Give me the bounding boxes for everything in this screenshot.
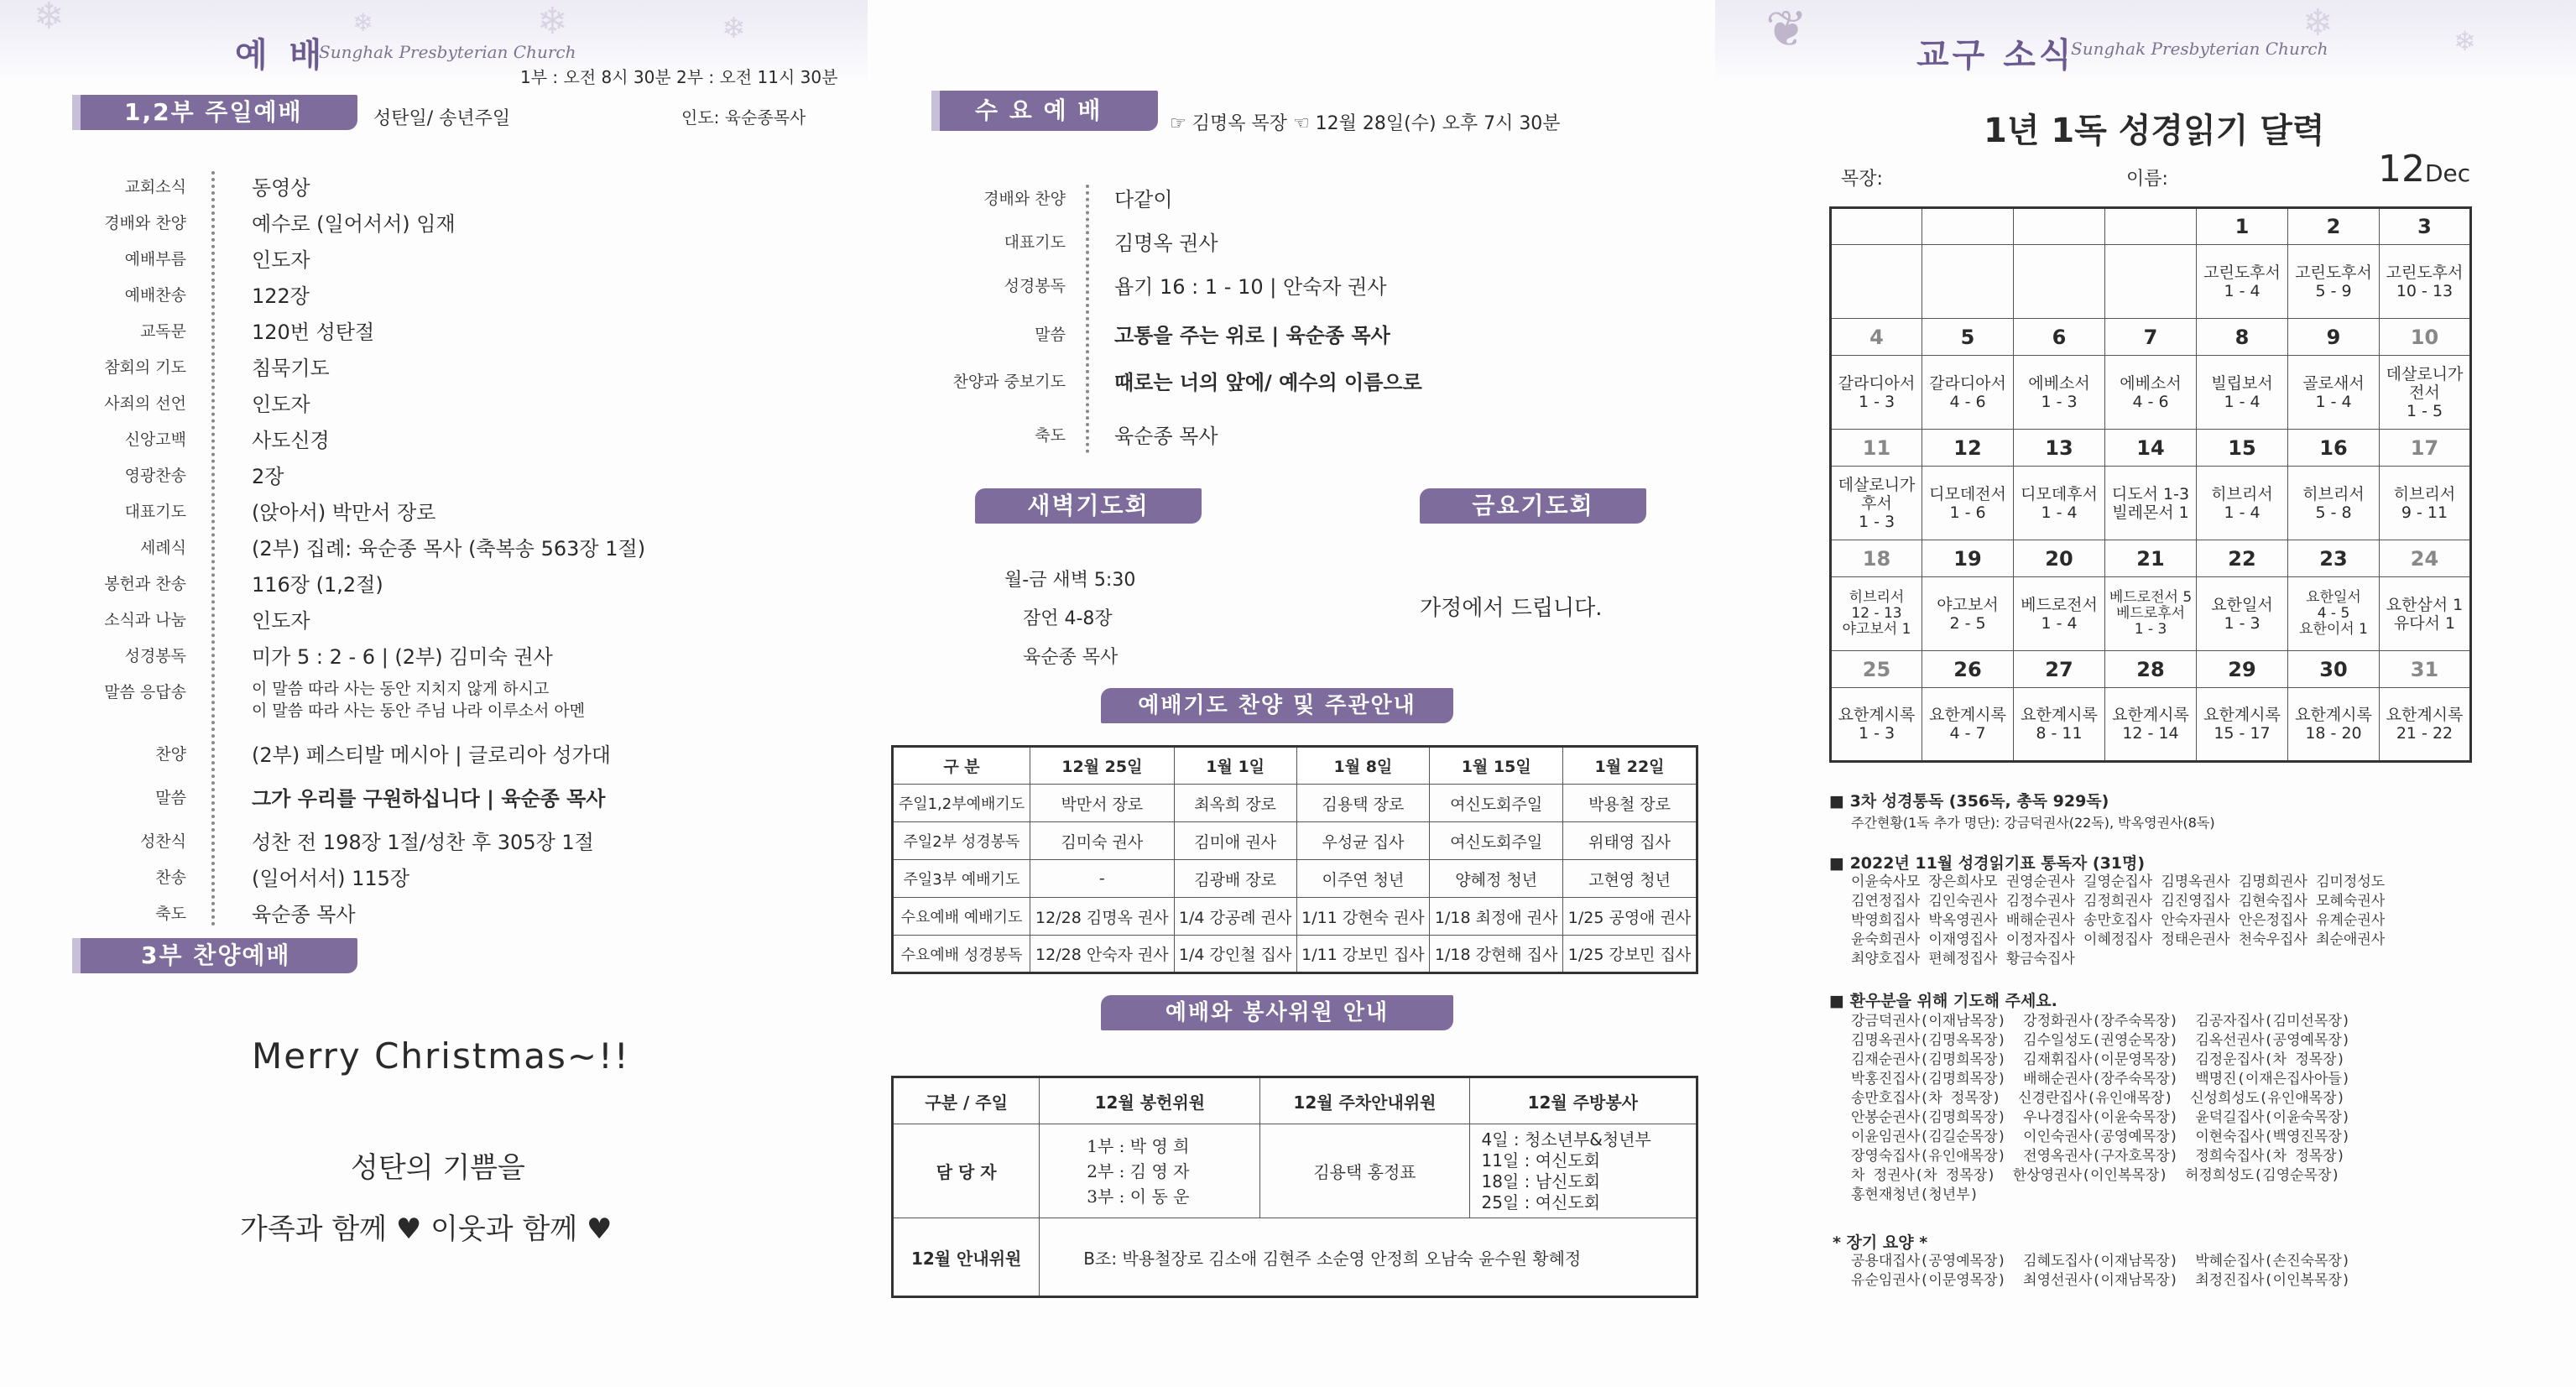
order-value: 인도자 xyxy=(252,393,310,416)
list-item: 박영희집사 박옥영권사 배해순권사 송만호집사 안숙자권사 안은정집사 유계순권사 xyxy=(1851,912,2386,929)
table-cell: - xyxy=(1030,860,1174,898)
calendar-day: 1 xyxy=(2197,208,2288,245)
order-value: 122장 xyxy=(252,284,310,308)
table-cell: 1/25 강보민 집사 xyxy=(1563,936,1697,973)
wed-service-info: ☞ 김명옥 목장 ☜ 12월 28일(수) 오후 7시 30분 xyxy=(1170,113,1561,134)
order-label: 찬송 xyxy=(155,868,186,887)
calendar-day: 13 xyxy=(2014,430,2105,467)
calendar-reading: 에베소서 4 - 6 xyxy=(2105,356,2197,430)
name-label: 이름: xyxy=(2126,169,2168,190)
row-label: 담 당 자 xyxy=(893,1124,1040,1218)
order-label: 찬양과 중보기도 xyxy=(952,373,1066,391)
table-cell: 1/11 강현숙 권사 xyxy=(1296,898,1430,936)
order-value: 동영상 xyxy=(252,176,310,200)
worship-panel xyxy=(0,0,868,1387)
order-label: 예배찬송 xyxy=(124,286,186,305)
order-value: (앉아서) 박만서 장로 xyxy=(252,501,436,524)
calendar-reading: 요한계시록 12 - 14 xyxy=(2105,688,2197,762)
calendar-day: 24 xyxy=(2380,540,2471,577)
row-label: 12월 안내위원 xyxy=(893,1218,1040,1297)
col-header: 12월 주차안내위원 xyxy=(1260,1077,1469,1124)
calendar-day: 6 xyxy=(2014,319,2105,356)
calendar-day: 2 xyxy=(2288,208,2380,245)
calendar-day: 9 xyxy=(2288,319,2380,356)
col-header: 1월 15일 xyxy=(1430,747,1563,785)
order-label: 말씀 응답송 xyxy=(104,683,186,701)
calendar-day: 5 xyxy=(1922,319,2014,356)
calendar-day: 26 xyxy=(1922,651,2014,688)
order-value: (2부) 페스티발 메시아 | 글로리아 성가대 xyxy=(252,743,611,767)
calendar-reading: 야고보서 2 - 5 xyxy=(1922,577,2014,651)
calendar-reading: 고린도후서 10 - 13 xyxy=(2380,245,2471,319)
col-header: 12월 25일 xyxy=(1030,747,1174,785)
calendar-day xyxy=(1831,208,1922,245)
calendar-day: 31 xyxy=(2380,651,2471,688)
calendar-reading: 고린도후서 5 - 9 xyxy=(2288,245,2380,319)
section-badge: 예배와 봉사위원 안내 xyxy=(1101,995,1453,1030)
list-item: 김연정집사 김인숙권사 김정수권사 김정희권사 김진영집사 김현숙집사 모혜숙권사 xyxy=(1851,893,2386,910)
church-script-name: Sunghak Presbyterian Church xyxy=(2071,39,2328,59)
order-value: 욥기 16 : 1 - 10 | 안숙자 권사 xyxy=(1114,275,1387,299)
order-label: 성찬식 xyxy=(139,832,186,851)
row-label: 주일2부 성경봉독 xyxy=(893,822,1030,860)
table-cell: 이주연 청년 xyxy=(1296,860,1430,898)
calendar-reading: 디도서 1-3 빌레몬서 1 xyxy=(2105,467,2197,540)
order-label: 영광찬송 xyxy=(124,467,186,485)
col-header: 12월 주방봉사 xyxy=(1469,1077,1697,1124)
table-cell: 양혜정 청년 xyxy=(1430,860,1563,898)
snowflake-icon: ❄ xyxy=(537,0,568,43)
calendar-reading: 에베소서 1 - 3 xyxy=(2014,356,2105,430)
table-row xyxy=(893,822,1697,860)
order-label: 말씀 xyxy=(155,789,186,807)
order-value: (일어서서) 115장 xyxy=(252,867,410,890)
table-cell: 위태영 집사 xyxy=(1563,822,1697,860)
order-label: 세례식 xyxy=(139,539,186,557)
order-value: 2장 xyxy=(252,465,284,488)
longterm-list xyxy=(1851,1252,2350,1291)
mokjang-label: 목장: xyxy=(1841,169,1883,190)
volunteer-table xyxy=(891,1076,1698,1298)
order-divider xyxy=(1086,185,1089,453)
order-label: 참회의 기도 xyxy=(104,358,186,377)
calendar-day: 17 xyxy=(2380,430,2471,467)
row-label: 주일1,2부예배기도 xyxy=(893,785,1030,822)
list-item: 박홍진집사(김명희목장) 배해순권사(장주숙목장) 백명진(이재은집사아들) xyxy=(1851,1071,2351,1087)
page-title: 예 배 xyxy=(235,36,327,75)
list-item: 윤숙희권사 이재영집사 이정자집사 이혜정집사 정태은권사 천숙우집사 최순애권사 xyxy=(1851,931,2386,948)
calendar-reading: 요한계시록 8 - 11 xyxy=(2014,688,2105,762)
section-badge: 수 요 예 배 xyxy=(931,91,1158,131)
calendar-reading xyxy=(1831,245,1922,319)
order-value: 이 말씀 따라 사는 동안 지치지 않게 하시고 xyxy=(252,680,550,698)
table-cell: 김용택 장로 xyxy=(1296,785,1430,822)
snowflake-icon: ❄ xyxy=(34,0,65,38)
table-cell: 우성균 집사 xyxy=(1296,822,1430,860)
col-header: 1월 22일 xyxy=(1563,747,1697,785)
calendar-reading: 빌립보서 1 - 4 xyxy=(2197,356,2288,430)
order-value: 다같이 xyxy=(1114,188,1173,211)
order-label: 소식과 나눔 xyxy=(104,611,186,629)
table-cell: 여신도회주일 xyxy=(1430,785,1563,822)
calendar-reading xyxy=(1922,245,2014,319)
calendar-reading xyxy=(2014,245,2105,319)
calendar-reading: 데살로니가후서 1 - 3 xyxy=(1831,467,1922,540)
calendar-title: 1년 1독 성경읽기 달력 xyxy=(1984,112,2325,150)
calendar-reading: 요한일서 4 - 5 요한이서 1 xyxy=(2288,577,2380,651)
calendar-day: 4 xyxy=(1831,319,1922,356)
calendar-reading: 디모데후서 1 - 4 xyxy=(2014,467,2105,540)
service-times: 1부 : 오전 8시 30분 2부 : 오전 11시 30분 xyxy=(520,67,838,87)
calendar-day: 8 xyxy=(2197,319,2288,356)
section-badge: 금요기도회 xyxy=(1420,488,1646,524)
order-value: 예수로 (일어서서) 임재 xyxy=(252,212,456,236)
table-cell: 1/18 강현해 집사 xyxy=(1430,936,1563,973)
readers-title: ■ 2022년 11월 성경읽기표 통독자 (31명) xyxy=(1829,854,2146,873)
section-badge: 1,2부 주일예배 xyxy=(72,95,357,130)
calendar-reading: 요한계시록 1 - 3 xyxy=(1831,688,1922,762)
order-value: 침묵기도 xyxy=(252,357,330,380)
order-label: 축도 xyxy=(155,905,186,923)
order-divider xyxy=(211,171,215,926)
list-item: 차 정권사(차 정목장) 한상영권사(이인복목장) 허정희성도(김영순목장) xyxy=(1851,1167,2340,1184)
list-item: 유순임권사(이문영목장) 최영선권사(이재남목장) 최정진집사(이인복목장) xyxy=(1851,1272,2351,1289)
list-item: 이윤숙사모 장은희사모 권영순권사 길영순집사 김명옥권사 김명희권사 김미정성도 xyxy=(1851,873,2386,890)
prayer-schedule-table xyxy=(891,745,1698,974)
row-label: 수요예배 성경봉독 xyxy=(893,936,1030,973)
church-script-name: Sunghak Presbyterian Church xyxy=(319,42,576,62)
calendar-day: 30 xyxy=(2288,651,2380,688)
calendar-reading: 베드로전서 1 - 4 xyxy=(2014,577,2105,651)
snowflake-icon: ❄ xyxy=(722,12,746,45)
calendar-reading: 히브리서 5 - 8 xyxy=(2288,467,2380,540)
calendar-reading: 요한일서 1 - 3 xyxy=(2197,577,2288,651)
reading-status-sub: 주간현황(1독 추가 명단): 강금덕권사(22독), 박옥영권사(8독) xyxy=(1851,815,2215,831)
calendar-reading: 데살로니가전서 1 - 5 xyxy=(2380,356,2471,430)
table-cell: 1/18 최정애 권사 xyxy=(1430,898,1563,936)
order-label: 경배와 찬양 xyxy=(983,190,1066,208)
patients-title: ■ 환우분을 위해 기도해 주세요. xyxy=(1829,992,2057,1010)
order-value: 성찬 전 198장 1절/성찬 후 305장 1절 xyxy=(252,831,594,854)
order-value: 116장 (1,2절) xyxy=(252,573,383,597)
calendar-day: 7 xyxy=(2105,319,2197,356)
together-text: 가족과 함께 ♥ 이웃과 함께 ♥ xyxy=(240,1212,613,1246)
dawn-text: 잠언 4-8장 xyxy=(1023,608,1113,629)
reading-status-title: ■ 3차 성경통독 (356독, 총독 929독) xyxy=(1829,792,2109,811)
calendar-day: 27 xyxy=(2014,651,2105,688)
order-value: (2부) 집례: 육순종 목사 (축복송 563장 1절) xyxy=(252,537,646,561)
patients-list xyxy=(1851,1012,2350,1205)
order-value: 고통을 주는 위로 | 육순종 목사 xyxy=(1114,324,1390,347)
list-item: 이윤임권사(김길순목장) 이인숙권사(공영예목장) 이현숙집사(백영진목장) xyxy=(1851,1129,2351,1145)
calendar-reading: 요한계시록 21 - 22 xyxy=(2380,688,2471,762)
table-cell: 12/28 안숙자 권사 xyxy=(1030,936,1174,973)
list-item: 공용대집사(공영예목장) 김혜도집사(이재남목장) 박혜순집사(손진숙목장) xyxy=(1851,1253,2351,1270)
calendar-day xyxy=(1922,208,2014,245)
calendar-reading xyxy=(2105,245,2197,319)
table-cell: 1/25 공영애 권사 xyxy=(1563,898,1697,936)
calendar-reading: 히브리서 1 - 4 xyxy=(2197,467,2288,540)
month-number: 12Dec xyxy=(2378,148,2471,190)
longterm-title: * 장기 요양 * xyxy=(1833,1233,1928,1252)
list-item: 최양호집사 편혜정집사 황금숙집사 xyxy=(1851,951,2075,967)
calendar-reading: 요한계시록 18 - 20 xyxy=(2288,688,2380,762)
calendar-reading: 베드로전서 5 베드로후서 1 - 3 xyxy=(2105,577,2197,651)
calendar-day: 23 xyxy=(2288,540,2380,577)
order-label: 예배부름 xyxy=(124,250,186,269)
list-item: 강금덕권사(이재남목장) 강정화권사(장주숙목장) 김공자집사(김미선목장) xyxy=(1851,1013,2351,1030)
service-leader: 인도: 육순종목사 xyxy=(681,107,806,128)
col-header: 1월 8일 xyxy=(1296,747,1430,785)
wednesday-panel xyxy=(868,0,1715,1387)
calendar-reading: 요한계시록 15 - 17 xyxy=(2197,688,2288,762)
tree-icon: ❦ xyxy=(1765,0,1808,59)
calendar-day: 11 xyxy=(1831,430,1922,467)
order-label: 봉헌과 찬송 xyxy=(104,575,186,593)
order-value: 육순종 목사 xyxy=(1114,425,1218,448)
order-value: 이 말씀 따라 사는 동안 주님 나라 이루소서 아멘 xyxy=(252,701,586,720)
calendar-day xyxy=(2014,208,2105,245)
calendar-day: 15 xyxy=(2197,430,2288,467)
bible-reading-calendar xyxy=(1829,206,2472,763)
order-value: 인도자 xyxy=(252,609,310,633)
calendar-day: 14 xyxy=(2105,430,2197,467)
list-item: 안봉순권사(김명희목장) 우나경집사(이윤숙목장) 윤덕길집사(이윤숙목장) xyxy=(1851,1109,2351,1126)
calendar-day: 29 xyxy=(2197,651,2288,688)
table-row xyxy=(893,898,1697,936)
table-cell: 박만서 장로 xyxy=(1030,785,1174,822)
table-cell: 1/4 강인철 집사 xyxy=(1174,936,1296,973)
list-item: 장영숙집사(유인애목장) 전영옥권사(구자호목장) 정희숙집사(차 정목장) xyxy=(1851,1148,2345,1165)
table-row xyxy=(893,936,1697,973)
calendar-reading: 요한계시록 4 - 7 xyxy=(1922,688,2014,762)
dawn-pastor: 육순종 목사 xyxy=(1023,647,1119,668)
order-label: 사죄의 선언 xyxy=(104,394,186,413)
order-label: 축도 xyxy=(1035,426,1066,445)
order-label: 교회소식 xyxy=(124,178,186,196)
calendar-reading: 갈라디아서 4 - 6 xyxy=(1922,356,2014,430)
order-label: 성경봉독 xyxy=(124,647,186,665)
order-value: 120번 성탄절 xyxy=(252,321,375,344)
table-cell: 여신도회주일 xyxy=(1430,822,1563,860)
list-item: 김재순권사(김명희목장) 김재휘집사(이문영목장) 김정운집사(차 정목장) xyxy=(1851,1051,2345,1068)
order-label: 교독문 xyxy=(139,322,186,341)
col-header: 1월 1일 xyxy=(1174,747,1296,785)
section-badge: 새벽기도회 xyxy=(975,488,1202,524)
table-cell: 김미숙 권사 xyxy=(1030,822,1174,860)
page-title: 교구 소식 xyxy=(1916,36,2075,75)
calendar-reading: 골로새서 1 - 4 xyxy=(2288,356,2380,430)
calendar-day: 25 xyxy=(1831,651,1922,688)
list-item: 송만호집사(차 정목장) 신경란집사(유인애목장) 신성희성도(유인애목장) xyxy=(1851,1090,2345,1107)
order-label: 찬양 xyxy=(155,745,186,764)
calendar-reading: 디모데전서 1 - 6 xyxy=(1922,467,2014,540)
calendar-day: 10 xyxy=(2380,319,2471,356)
order-label: 경배와 찬양 xyxy=(104,214,186,232)
calendar-day: 18 xyxy=(1831,540,1922,577)
calendar-reading: 히브리서 9 - 11 xyxy=(2380,467,2471,540)
list-item: 김명옥권사(김명옥목장) 김수일성도(권영순목장) 김옥선권사(공영예목장) xyxy=(1851,1032,2351,1049)
table-cell: 김미애 권사 xyxy=(1174,822,1296,860)
table-row xyxy=(893,785,1697,822)
snowflake-icon: ❄ xyxy=(2302,2,2334,44)
offering-cell: 1부 : 박 영 희 2부 : 김 영 자 3부 : 이 동 운 xyxy=(1040,1124,1260,1218)
kitchen-cell: 4일 : 청소년부&청년부 11일 : 여신도회 18일 : 남신도회 25일 : 여신도회 xyxy=(1469,1124,1697,1218)
calendar-reading: 고린도후서 1 - 4 xyxy=(2197,245,2288,319)
row-label: 주일3부 예배기도 xyxy=(893,860,1030,898)
calendar-day: 19 xyxy=(1922,540,2014,577)
row-label: 수요예배 예배기도 xyxy=(893,898,1030,936)
calendar-day: 3 xyxy=(2380,208,2471,245)
order-value: 때로는 너의 앞에/ 예수의 이름으로 xyxy=(1114,371,1422,394)
guide-cell: B조: 박용철장로 김소애 김현주 소순영 안정희 오남숙 윤수원 황혜정 xyxy=(1040,1218,1697,1297)
order-label: 신앙고백 xyxy=(124,430,186,449)
table-cell: 박용철 장로 xyxy=(1563,785,1697,822)
col-header: 12월 봉헌위원 xyxy=(1040,1077,1260,1124)
order-label: 성경봉독 xyxy=(1004,277,1066,295)
table-cell: 1/4 강공례 권사 xyxy=(1174,898,1296,936)
calendar-reading: 갈라디아서 1 - 3 xyxy=(1831,356,1922,430)
order-value: 사도신경 xyxy=(252,429,330,452)
order-label: 말씀 xyxy=(1035,326,1066,344)
table-cell: 1/11 강보민 집사 xyxy=(1296,936,1430,973)
table-cell: 12/28 김명옥 권사 xyxy=(1030,898,1174,936)
order-value: 그가 우리를 구원하십니다 | 육순종 목사 xyxy=(252,787,606,811)
section-badge: 3부 찬양예배 xyxy=(72,938,357,973)
calendar-day: 21 xyxy=(2105,540,2197,577)
calendar-day: 22 xyxy=(2197,540,2288,577)
parish-news-panel xyxy=(1715,0,2576,1387)
joy-text: 성탄의 기쁨을 xyxy=(351,1151,525,1185)
col-header: 구분 / 주일 xyxy=(893,1077,1040,1124)
order-label: 대표기도 xyxy=(124,503,186,521)
calendar-day: 12 xyxy=(1922,430,2014,467)
snowflake-icon: ❄ xyxy=(2453,25,2476,57)
table-cell: 김광배 장로 xyxy=(1174,860,1296,898)
calendar-day xyxy=(2105,208,2197,245)
order-value: 인도자 xyxy=(252,248,310,272)
parking-cell: 김용택 홍정표 xyxy=(1260,1124,1469,1218)
order-value: 미가 5 : 2 - 6 | (2부) 김미숙 권사 xyxy=(252,645,553,669)
calendar-reading: 히브리서 12 - 13 야고보서 1 xyxy=(1831,577,1922,651)
calendar-day: 20 xyxy=(2014,540,2105,577)
calendar-day: 16 xyxy=(2288,430,2380,467)
dawn-time: 월-금 새벽 5:30 xyxy=(1004,570,1136,591)
table-cell: 최옥희 장로 xyxy=(1174,785,1296,822)
friday-text: 가정에서 드립니다. xyxy=(1420,596,1603,621)
snowflake-icon: ❄ xyxy=(352,8,374,38)
merry-christmas-text: Merry Christmas~!! xyxy=(252,1035,630,1077)
order-label: 대표기도 xyxy=(1004,233,1066,252)
table-row xyxy=(893,860,1697,898)
table-cell: 고현영 청년 xyxy=(1563,860,1697,898)
list-item: 홍현재청년(청년부) xyxy=(1851,1186,1979,1203)
calendar-day: 28 xyxy=(2105,651,2197,688)
section-badge: 예배기도 찬양 및 주관안내 xyxy=(1101,688,1453,723)
col-header: 구 분 xyxy=(893,747,1030,785)
section-subtitle: 성탄일/ 송년주일 xyxy=(373,108,511,129)
readers-list xyxy=(1851,873,2385,969)
calendar-reading: 요한삼서 1 유다서 1 xyxy=(2380,577,2471,651)
order-value: 김명옥 권사 xyxy=(1114,232,1218,255)
order-value: 육순종 목사 xyxy=(252,903,356,926)
